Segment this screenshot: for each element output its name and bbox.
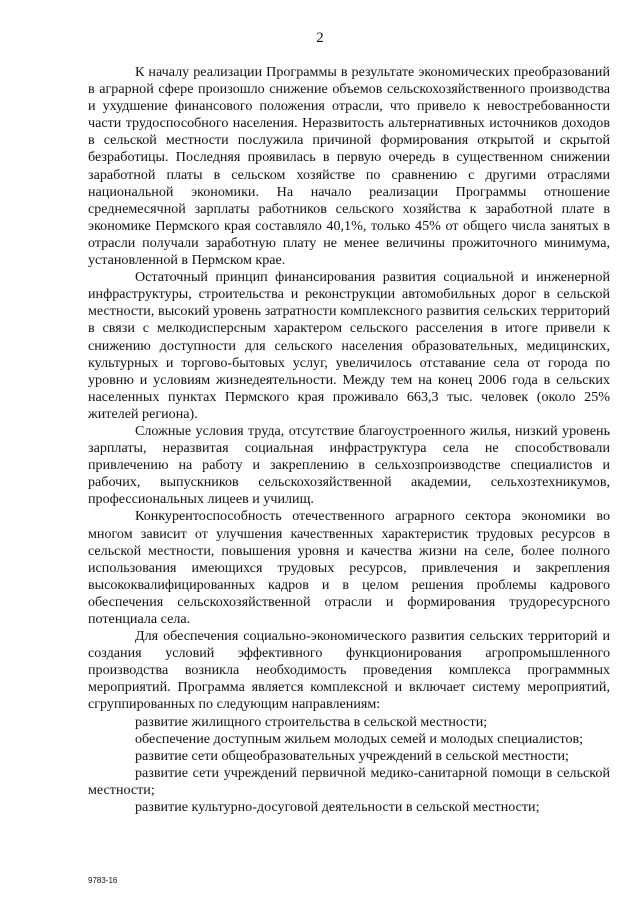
- list-item: развитие сети общеобразовательных учреждений в сельской местности;: [135, 747, 569, 764]
- list-item: развитие сети учреждений первичной медико-санитарной помощи в сельской местности;: [88, 764, 610, 798]
- paragraph: К началу реализации Программы в результате экономических преобразований в аграрной сфере произошло снижение объемов сельскохозяйственного производства и ухудшение финансового положения отрасли, что привело к невостребованности части трудоспособного населения. Неразвитость альтернативных источников доходов в сельской местности послужила причиной формирования открытой и скрытой безработицы. Последняя проявилась в первую очередь в существенном снижении заработной платы в сельском хозяйстве по сравнению с другими отраслями национальной экономики. На начало реализации Программы отношение среднемесячной зарплаты работников сельского хозяйства к заработной плате в экономике Пермского края составляло 40,1%, только 45% от общего числа занятых в отрасли получали заработную плату не менее величины прожиточного минимума, установленной в Пермском крае.: [88, 64, 610, 269]
- document-code: 9783-16: [88, 876, 118, 885]
- paragraph: Конкурентоспособность отечественного аграрного сектора экономики во многом зависит от улучшения качественных характеристик трудовых ресурсов в сельской местности, повышения уровня и качества жизни на селе, более полного использования имеющихся трудовых ресурсов, привлечения и закрепления высококвалифицированных кадров и в целом решения проблемы кадрового обеспечения сельскохозяйственной отрасли и формирования трудоресурсного потенциала села.: [88, 508, 610, 627]
- list-item: развитие жилищного строительства в сельской местности;: [135, 713, 488, 730]
- paragraph: Сложные условия труда, отсутствие благоустроенного жилья, низкий уровень зарплаты, неразвитая социальная инфраструктура села не способствовали привлечению на работу и закреплению в сельхозпроизводстве специалистов и рабочих, выпускников сельскохозяйственной академии, сельхозтехникумов, профессиональных лицеев и училищ.: [88, 422, 610, 508]
- list-item: обеспечение доступным жильем молодых семей и молодых специалистов;: [135, 730, 584, 747]
- document-body: [88, 64, 610, 816]
- page-number: 2: [316, 30, 324, 46]
- paragraph: Для обеспечения социально-экономического развития сельских территорий и создания условий эффективного функционирования агропромышленного производства возникла необходимость проведения комплекса программных мероприятий. Программа является комплексной и включает систему мероприятий, сгруппированных по следующим направлениям:: [88, 628, 610, 713]
- paragraph: Остаточный принцип финансирования развития социальной и инженерной инфраструктуры, строительства и реконструкции автомобильных дорог в сельской местности, высокий уровень затратности комплексного развития сельских территорий в связи с мелкодисперсным характером сельского расселения в итоге привели к снижению доступности для сельского населения образовательных, медицинских, культурных и торгово-бытовых услуг, увеличилось отставание села от города по уровню и условиям жизнедеятельности. Между тем на конец 2006 года в сельских населенных пунктах Пермского края проживало 663,3 тыс. человек (около 25% жителей региона).: [88, 269, 610, 422]
- list-item: развитие культурно-досуговой деятельности в сельской местности;: [135, 799, 540, 816]
